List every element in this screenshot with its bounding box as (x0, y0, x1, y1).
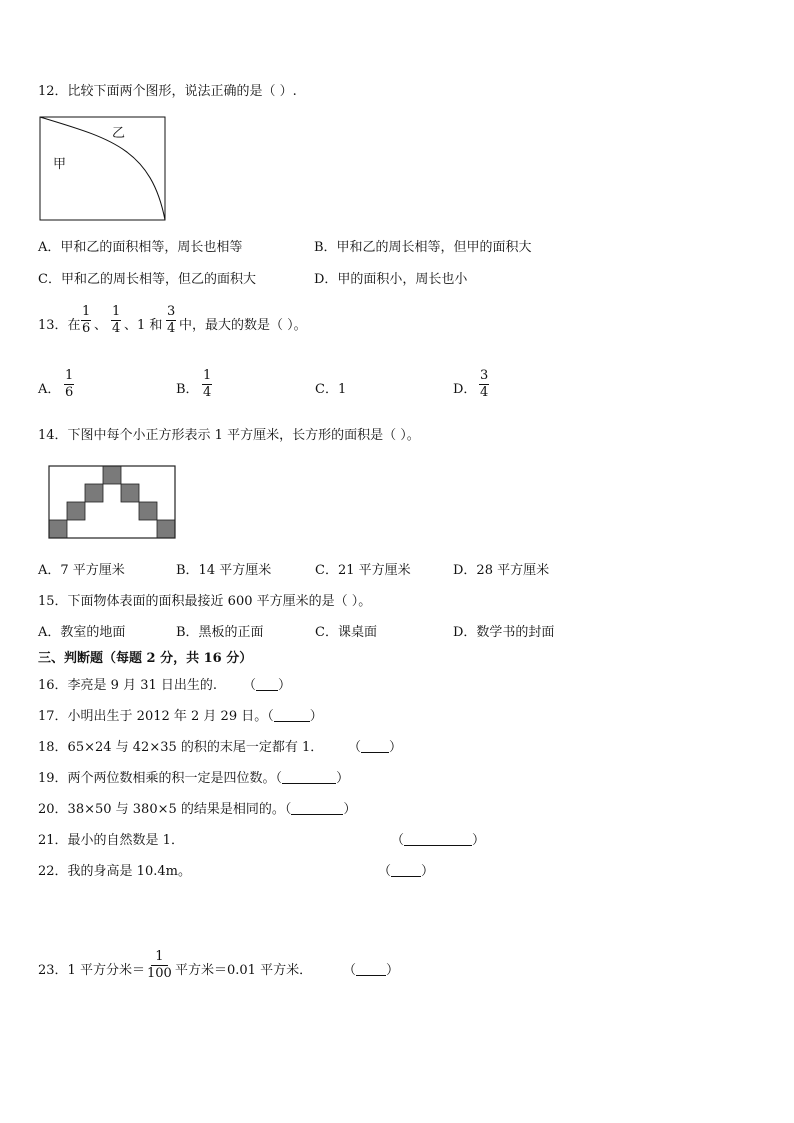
q20-close-paren: ） (343, 802, 357, 817)
q13-option-d-fraction[interactable] (479, 369, 489, 400)
q22-line (38, 864, 191, 880)
q22-close-paren: ） (421, 864, 435, 879)
q18-answer (348, 740, 402, 756)
q14-option-a[interactable]: A．7 平方厘米 (38, 563, 125, 578)
q14-shaded-square (121, 484, 139, 502)
q21-close-paren: ） (472, 833, 486, 848)
q23-answer (343, 963, 399, 979)
q14-shaded-square (103, 466, 121, 484)
q14-grid-figure (48, 465, 176, 539)
q20-answer-blank[interactable] (291, 802, 343, 815)
q13-fraction-3 (166, 305, 176, 336)
q23-fraction (147, 950, 172, 981)
q21-text: 21．最小的自然数是 1． (38, 833, 184, 848)
q13-option-b-numerator: 1 (203, 368, 212, 383)
q13-fraction-2-denominator: 4 (112, 321, 121, 336)
q18-line (38, 740, 323, 756)
q17-open-paren: （ (267, 709, 274, 724)
q13-fraction-1-denominator: 6 (82, 321, 91, 336)
q21-answer-blank[interactable] (404, 833, 472, 846)
q13-fraction-2-numerator: 1 (112, 304, 121, 319)
q18-text: 18．65×24 与 42×35 的积的末尾一定都有 1． (38, 740, 324, 755)
q13-option-d-label[interactable]: D． (453, 382, 477, 397)
q19-answer-blank[interactable] (282, 771, 336, 784)
q22-text: 22．我的身高是 10.4m。 (38, 864, 191, 879)
q19-line (38, 771, 349, 787)
q23-prefix: 23．1 平方分米＝ (38, 963, 145, 978)
q22-open-paren: （ (378, 864, 392, 879)
q13-option-b-fraction[interactable] (202, 369, 212, 400)
q12-option-b[interactable]: B．甲和乙的周长相等，但甲的面积大 (314, 240, 532, 255)
q23-denominator: 100 (147, 966, 172, 981)
q23-answer-blank[interactable] (356, 963, 386, 976)
q16-open-paren: （ (243, 678, 257, 693)
q14-stem: 14．下图中每个小正方形表示 1 平方厘米，长方形的面积是（ ）。 (38, 428, 420, 443)
q17-text: 17．小明出生于 2012 年 2 月 29 日。 (38, 709, 268, 724)
q18-open-paren: （ (348, 740, 362, 755)
q14-shaded-square (139, 502, 157, 520)
q13-fraction-3-numerator: 3 (167, 304, 176, 319)
q12-label-jia: 甲 (53, 157, 67, 172)
q19-open-paren: （ (275, 771, 283, 786)
q16-answer-blank[interactable] (256, 678, 278, 691)
q20-open-paren: （ (284, 802, 292, 817)
section-3-heading: 三、判断题（每题 2 分，共 16 分） (38, 651, 253, 666)
q13-suffix: 中，最大的数是（ ）。 (179, 318, 307, 333)
q17-line (38, 709, 323, 725)
q23-numerator: 1 (151, 950, 167, 966)
q15-stem: 15．下面物体表面的面积最接近 600 平方厘米的是（ ）。 (38, 594, 372, 609)
q13-option-b-label[interactable]: B． (176, 382, 199, 397)
q12-option-d[interactable]: D．甲的面积小，周长也小 (314, 272, 468, 287)
q19-text: 19．两个两位数相乘的积一定是四位数。 (38, 771, 276, 786)
q13-option-b-denominator: 4 (203, 385, 212, 400)
q14-option-b[interactable]: B．14 平方厘米 (176, 563, 272, 578)
q13-option-d-numerator: 3 (480, 368, 489, 383)
q23-open-paren: （ (343, 963, 357, 978)
q20-text: 20．38×50 与 380×5 的结果是相同的。 (38, 802, 285, 817)
q18-close-paren: ） (389, 740, 403, 755)
q14-option-d[interactable]: D．28 平方厘米 (453, 563, 550, 578)
q12-figure (39, 116, 169, 222)
q13-fraction-3-denominator: 4 (167, 321, 176, 336)
q18-answer-blank[interactable] (361, 740, 389, 753)
q12-stem: 12．比较下面两个图形，说法正确的是（ ）. (38, 84, 297, 99)
q14-shaded-square (49, 520, 67, 538)
q21-line (38, 833, 184, 849)
q13-option-a-fraction[interactable] (64, 369, 74, 400)
q13-fraction-1-numerator: 1 (82, 304, 91, 319)
q13-option-a-numerator: 1 (65, 368, 74, 383)
q16-text: 16．李亮是 9 月 31 日出生的. (38, 678, 218, 693)
q12-option-c[interactable]: C．甲和乙的周长相等，但乙的面积大 (38, 272, 256, 287)
q19-close-paren: ） (336, 771, 350, 786)
q15-option-a[interactable]: A．教室的地面 (38, 625, 126, 640)
q16-close-paren: ） (278, 678, 292, 693)
q15-option-c[interactable]: C．课桌面 (315, 625, 377, 640)
q20-line (38, 802, 356, 818)
q23-suffix: 平方米＝0.01 平方米． (175, 963, 313, 978)
q13-prefix: 13．在 (38, 318, 81, 333)
q13-fraction-1 (81, 305, 91, 336)
q14-shaded-square (85, 484, 103, 502)
q13-separator-2: 、1 和 (124, 318, 163, 333)
q13-fraction-2 (111, 305, 121, 336)
q22-answer-blank[interactable] (391, 864, 421, 877)
q15-option-d[interactable]: D．数学书的封面 (453, 625, 555, 640)
q14-shaded-square (157, 520, 175, 538)
q21-open-paren: （ (391, 833, 405, 848)
q23-close-paren: ） (386, 963, 400, 978)
q13-separator-1: 、 (94, 318, 108, 333)
q14-option-c[interactable]: C．21 平方厘米 (315, 563, 411, 578)
q22-answer (378, 864, 434, 880)
q15-option-b[interactable]: B．黑板的正面 (176, 625, 264, 640)
q13-option-d-denominator: 4 (480, 385, 489, 400)
q16-line (38, 678, 291, 694)
q17-answer-blank[interactable] (274, 709, 310, 722)
q13-option-a-label[interactable]: A． (38, 382, 61, 397)
q13-option-a-denominator: 6 (65, 385, 74, 400)
q12-label-yi: 乙 (112, 126, 126, 141)
q13-option-c[interactable]: C．1 (315, 382, 347, 397)
q21-answer (391, 833, 485, 849)
q17-close-paren: ） (309, 709, 323, 724)
q12-option-a[interactable]: A．甲和乙的面积相等，周长也相等 (38, 240, 243, 255)
q14-shaded-square (67, 502, 85, 520)
